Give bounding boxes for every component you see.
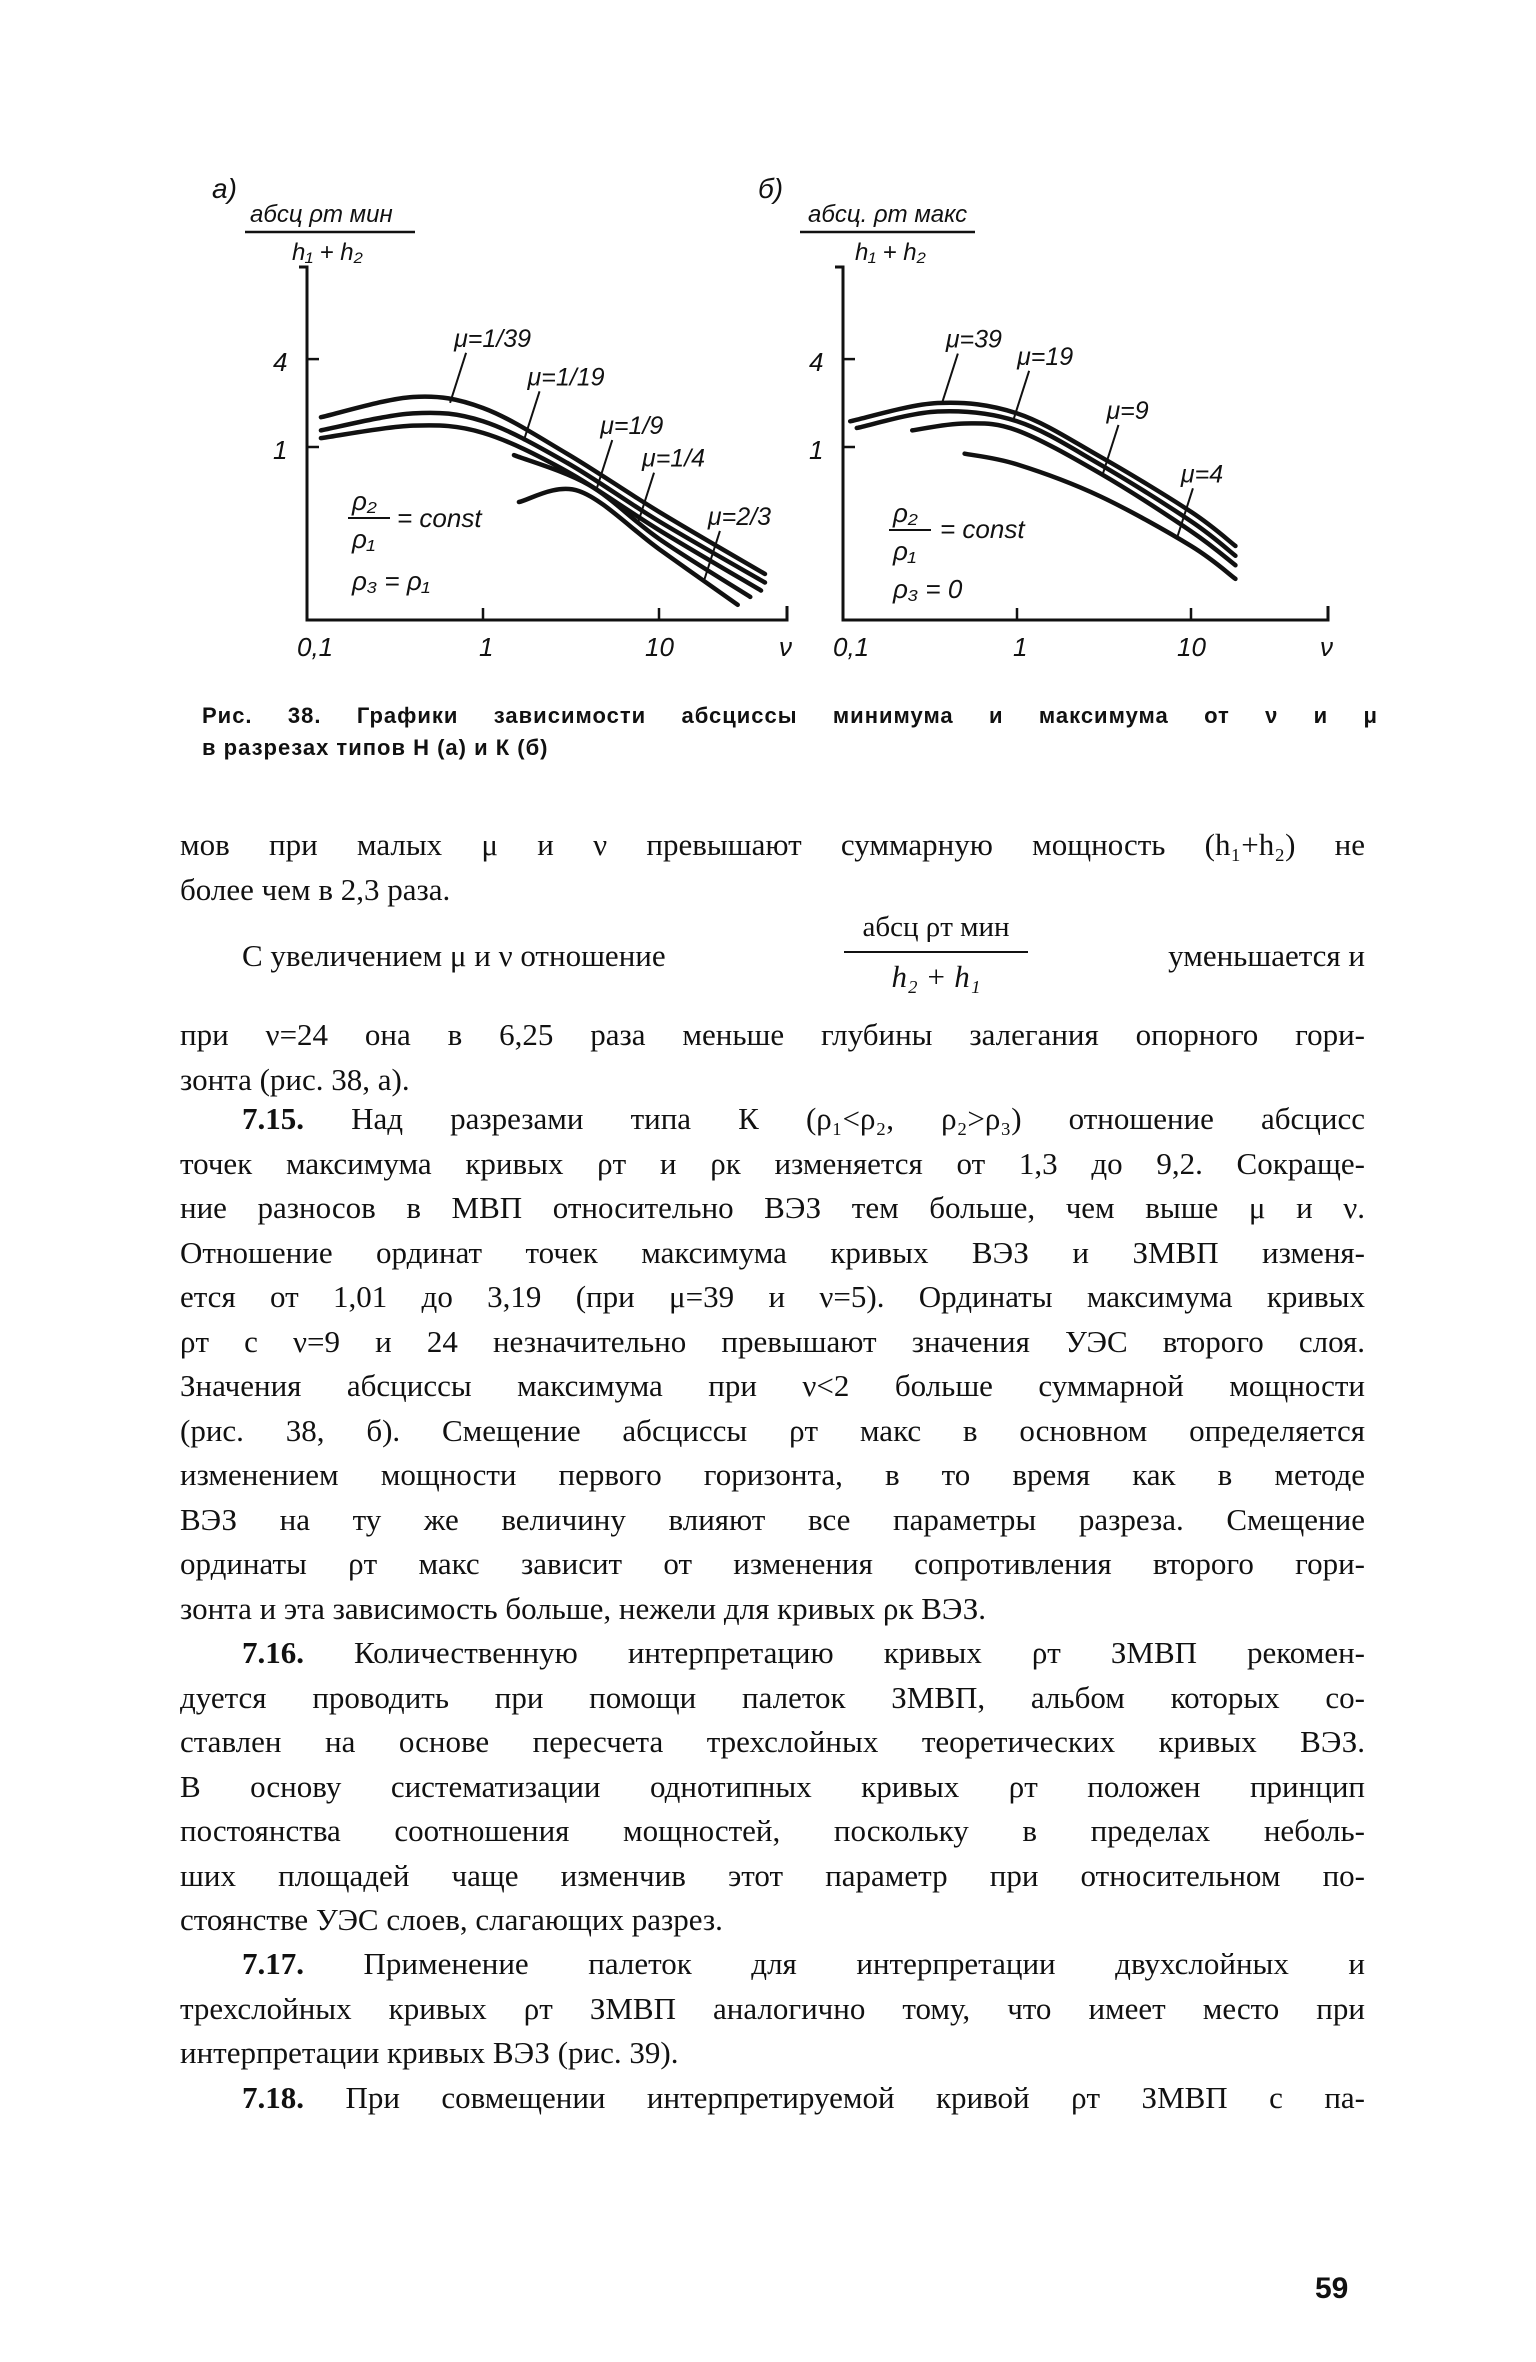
text-line [180, 2076, 1365, 2121]
section-number: 7.18. [242, 2080, 304, 2115]
text-line: более чем в 2,3 раза. [180, 871, 451, 907]
x-tick-label: 1 [1013, 632, 1028, 662]
leader-line [450, 353, 466, 403]
text-line: ние разносов в МВП относительно ВЭЗ тем больше, чем выше μ и ν. [180, 1190, 1365, 1225]
text-line: ставлен на основе пересчета трехслойных теоретических кривых ВЭЗ. [180, 1724, 1365, 1759]
y-tick-label: 4 [273, 347, 288, 378]
page-number: 59 [1315, 2272, 1349, 2305]
text-line: изменением мощности первого горизонта, в то время как в методе [180, 1457, 1365, 1492]
section-7-18 [180, 2076, 1365, 2121]
text-line: зонта и эта зависимость больше, нежели для кривых ρк ВЭЗ. [180, 1590, 987, 1626]
curve-label: μ=19 [1017, 342, 1074, 371]
panel-a-letter: а) [212, 173, 237, 204]
text-line: Отношение ординат точек максимума кривых ВЭЗ и ЗМВП изменя- [180, 1234, 1365, 1270]
paragraph-continuation [180, 823, 1365, 912]
text-line: дуется проводить при помощи палеток ЗМВП, альбом которых со- [180, 1679, 1365, 1715]
x-axis-label: ν [1320, 632, 1333, 662]
fraction-bar [844, 951, 1028, 953]
curve-label: μ=39 [945, 325, 1002, 354]
section-7-15 [180, 1097, 1365, 1631]
caption-line: Рис. 38. Графики зависимости абсциссы минимума и максимума от ν и μ [202, 703, 1378, 728]
section-text: Количественную интерпретацию кривых ρт ЗМВП рекомен- [354, 1635, 1365, 1670]
text-line: Значения абсциссы максимума при ν<2 больше суммарной мощности [180, 1368, 1365, 1403]
curve-label: μ=1/4 [642, 444, 706, 473]
panel-b-letter: б) [758, 173, 784, 204]
x-tick-label: 0,1 [833, 632, 870, 662]
curve-label: μ=2/3 [707, 502, 771, 531]
text-line: зонта (рис. 38, а). [180, 1061, 410, 1097]
text-line: при ν=24 она в 6,25 раза меньше глубины залегания опорного гори- [180, 1017, 1365, 1052]
text-line [180, 1942, 1365, 1987]
curve-label: μ=1/9 [600, 412, 664, 441]
figure-38 [0, 0, 1536, 700]
text-line [180, 1097, 1365, 1142]
text-line: ВЭЗ на ту же величину влияют все параметры разреза. Смещение [180, 1501, 1365, 1537]
panel-a-ratio-const: = const [397, 503, 482, 533]
curve-label: μ=1/39 [454, 324, 532, 353]
panel-b-ylabel-denominator: h₁ + h₂ [855, 239, 926, 266]
curve-label: μ=9 [1106, 396, 1149, 425]
text-line: интерпретации кривых ВЭЗ (рис. 39). [180, 2035, 679, 2070]
x-tick-label: 1 [479, 632, 494, 662]
panel-a-rho3: ρ₃ = ρ₁ [352, 566, 430, 596]
panel-a-ratio-numerator: ρ₂ [352, 486, 377, 516]
panel-b-ratio-numerator: ρ₂ [893, 498, 918, 528]
section-text: При совмещении интерпретируемой кривой ρт ЗМВП с па- [345, 2080, 1366, 2115]
panel-a-ylabel-denominator: h₁ + h₂ [292, 239, 363, 266]
text-line: трехслойных кривых ρт ЗМВП аналогично тому, что имеет место при [180, 1990, 1365, 2026]
panel-b-ylabel-numerator: абсц. ρт макс [808, 201, 968, 228]
paragraph-after-formula [180, 1013, 1365, 1102]
section-text: Над разрезами типа К (ρ₁<ρ₂, ρ₂>ρ₃) отношение абсцисс [351, 1101, 1366, 1136]
text-line: постоянства соотношения мощностей, поскольку в пределах неболь- [180, 1813, 1365, 1848]
fraction-numerator: абсц ρт мин [862, 911, 1010, 943]
text-line: мов при малых μ и ν превышают суммарную мощность (h₁+h₂) не [180, 827, 1365, 862]
text-line: (рис. 38, б). Смещение абсциссы ρт макс в основном определяется [180, 1412, 1365, 1448]
panel-b-ratio-const: = const [940, 514, 1025, 544]
panel-b-ratio-denominator: ρ₁ [893, 536, 917, 566]
panel-b-rho3: ρ₃ = 0 [893, 574, 963, 604]
x-tick-label: 0,1 [297, 632, 334, 662]
section-number: 7.16. [242, 1635, 304, 1670]
leader-line [942, 354, 958, 404]
y-tick-label: 1 [273, 435, 288, 465]
section-7-17 [180, 1942, 1365, 2076]
section-7-16 [180, 1631, 1365, 1943]
section-number: 7.15. [242, 1101, 304, 1136]
section-text: Применение палеток для интерпретации двухслойных и [363, 1946, 1365, 1981]
x-tick-label: 10 [1177, 632, 1206, 662]
fraction [836, 905, 1036, 999]
text-line: точек максимума кривых ρт и ρк изменяется от 1,3 до 9,2. Сокраще- [180, 1145, 1365, 1181]
text-line: стоянстве УЭС слоев, слагающих разрез. [180, 1902, 723, 1937]
text-line: ется от 1,01 до 3,19 (при μ=39 и ν=5). Ординаты максимума кривых [180, 1279, 1365, 1314]
x-axis-label: ν [779, 632, 792, 662]
text-line: ординаты ρт макс зависит от изменения сопротивления второго гори- [180, 1546, 1365, 1581]
caption-line: в разрезах типов Н (а) и К (б) [202, 735, 549, 760]
y-tick-label: 4 [809, 347, 824, 378]
fraction-denominator: h₂ + h₁ [891, 959, 981, 994]
figure-caption [202, 700, 1378, 764]
panel-a-ylabel-numerator: абсц ρт мин [250, 201, 393, 228]
curve-μ=1/39 [321, 397, 765, 574]
panel-a-ratio-denominator: ρ₁ [352, 524, 376, 554]
text-line [180, 1631, 1365, 1676]
x-tick-label: 10 [645, 632, 674, 662]
text-line: В основу систематизации однотипных кривых ρт положен принцип [180, 1768, 1365, 1804]
formula-lead-text: С увеличением μ и ν отношение [242, 938, 666, 973]
curve-label: μ=1/19 [527, 363, 605, 392]
text-line: ших площадей чаще изменчив этот параметр при относительном по- [180, 1857, 1365, 1893]
formula-line [180, 905, 1365, 1005]
section-number: 7.17. [242, 1946, 304, 1981]
curve-label: μ=4 [1180, 460, 1224, 489]
text-line: ρт с ν=9 и 24 незначительно превышают значения УЭС второго слоя. [180, 1323, 1365, 1359]
y-tick-label: 1 [809, 435, 824, 465]
formula-trail-text: уменьшается и [1168, 938, 1365, 973]
